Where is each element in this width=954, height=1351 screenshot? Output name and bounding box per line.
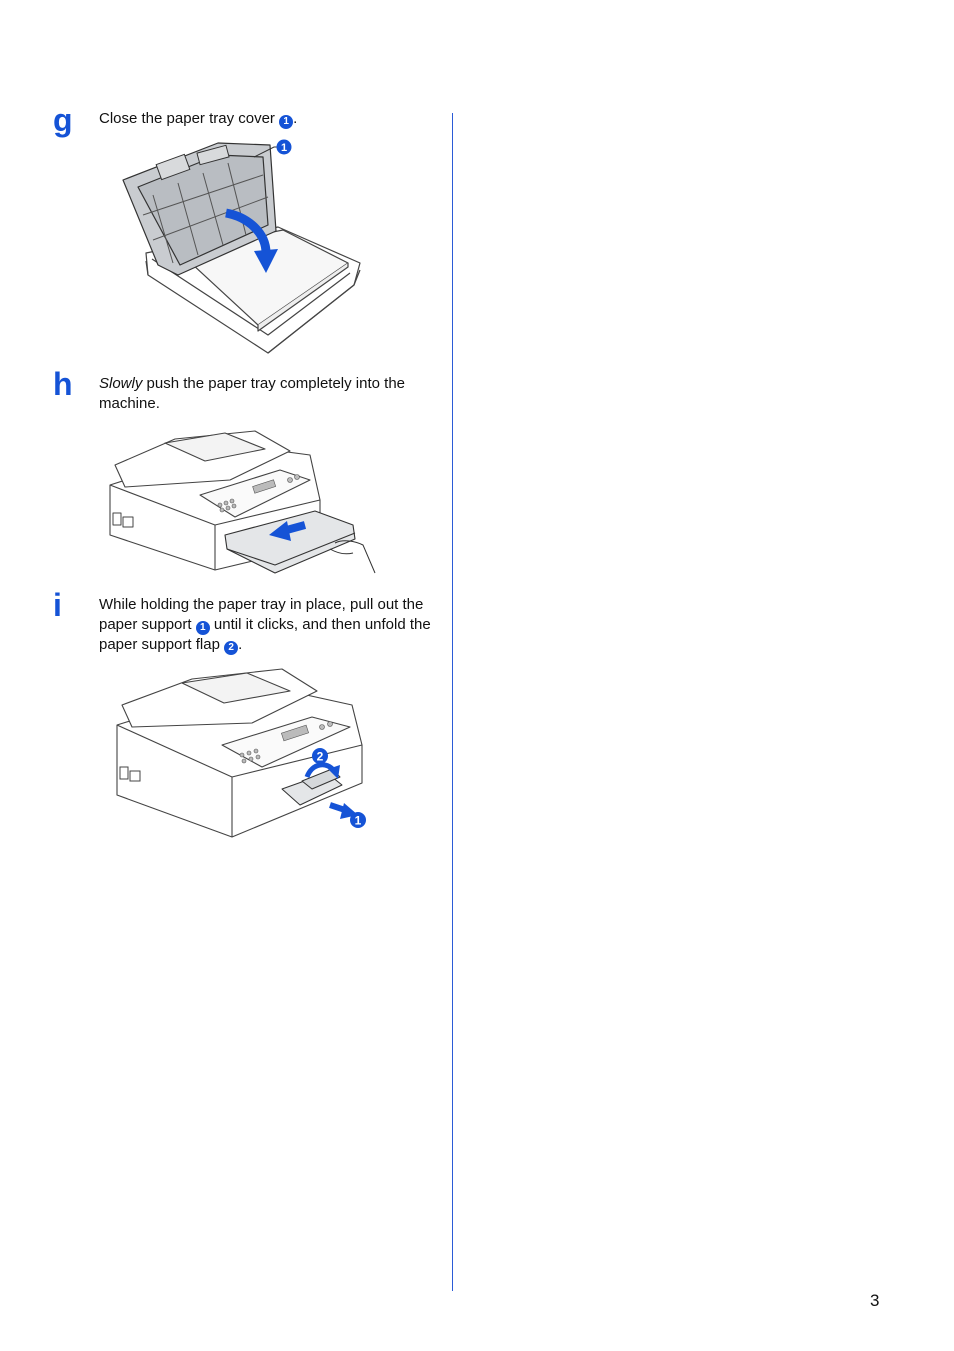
step-i-period: .: [238, 636, 243, 653]
step-h-instruction: [99, 374, 434, 414]
step-h-text: push the paper tray completely into the machine.: [99, 375, 406, 412]
step-g-text: Close the paper tray cover: [99, 110, 275, 127]
step-g-instruction: [99, 109, 434, 129]
callout-badge: 1: [196, 621, 210, 635]
step-i-instruction: [99, 595, 434, 655]
step-h-italic: Slowly: [99, 375, 143, 392]
step-i-text-2: until it clicks, and then unfold the paper support flap: [99, 616, 431, 653]
step-letter-h: h: [53, 366, 73, 402]
push-tray-illustration: [105, 425, 380, 580]
step-letter-g: g: [53, 102, 73, 138]
callout-badge: 1: [279, 115, 293, 129]
support-callout-1: 1: [354, 813, 362, 828]
step-g-period: .: [293, 110, 298, 127]
tray-cover-callout: 1: [280, 142, 288, 154]
step-letter-i: i: [53, 587, 62, 623]
column-divider: [452, 113, 453, 1291]
step-i-text-1: While holding the paper tray in place, pull out the paper support: [99, 596, 424, 633]
callout-badge: 2: [224, 641, 238, 655]
support-callout-2: 2: [316, 749, 324, 764]
paper-support-illustration: [112, 665, 374, 845]
paper-tray-cover-illustration: [118, 135, 368, 360]
page-number: 3: [870, 1291, 880, 1310]
